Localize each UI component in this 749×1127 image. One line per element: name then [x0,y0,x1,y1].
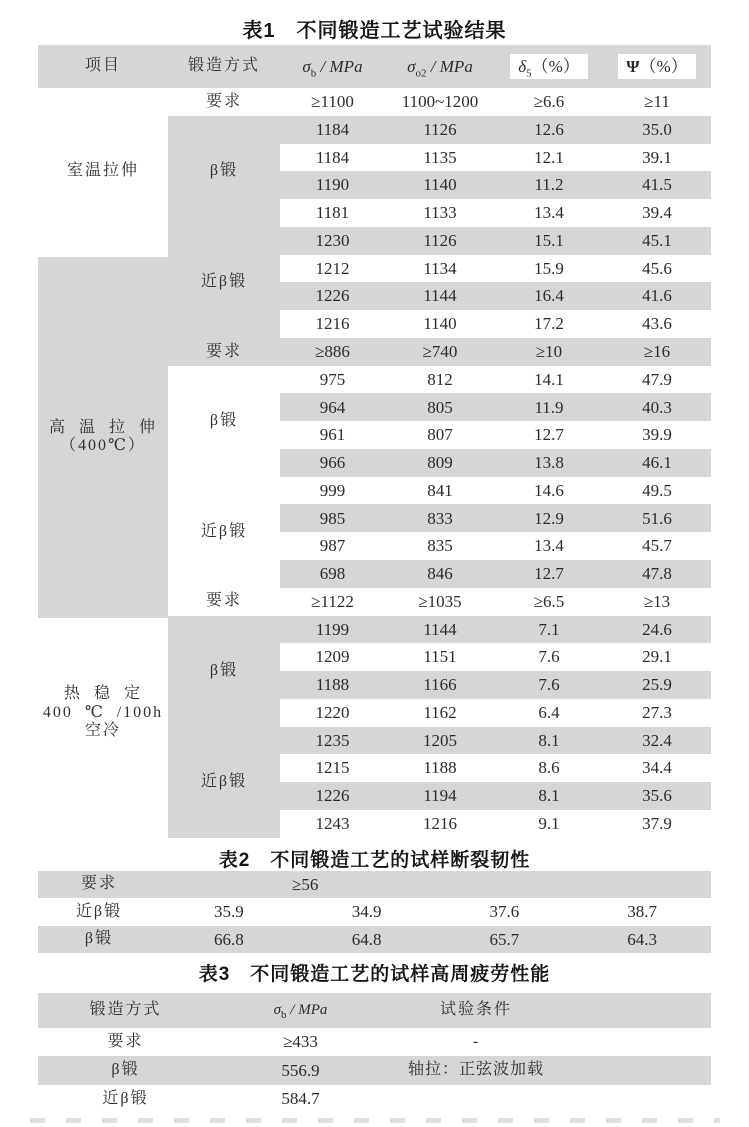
table1-value-cell: 1134 [423,258,457,278]
table1-value-cell: 43.6 [642,314,672,334]
table1-value-cell: 6.4 [538,702,560,722]
table3-header-sigma-b: $\sigma_b$ / MPa [213,993,388,1028]
table1-value-cell: 14.1 [534,369,564,389]
table1-value-cell: 1220 [315,702,350,722]
table2-value-cell: 65.7 [436,926,574,953]
table1-value-cell: 14.6 [534,480,564,500]
table1-value-cell: 1151 [423,647,457,667]
table1-value-cell: 1209 [315,647,350,667]
table2-row-label: β锻 [38,926,160,953]
table1-value-cell: 1215 [315,758,350,778]
table1-value-cell: 809 [385,449,495,477]
table1-value-cell: 1126 [385,116,495,144]
table1-value-cell: 12.6 [495,116,603,144]
table1-item-line: 高 温 拉 伸 [48,418,157,436]
table1-value-cell: 34.4 [642,758,672,778]
table1-value-cell: ≥16 [603,338,711,366]
table1-value-cell: 1144 [385,616,495,644]
table3-value-cell: ≥433 [283,1032,318,1052]
table2-value-cell: 34.9 [351,902,382,922]
table3-row-label: β锻 [38,1056,213,1084]
table1-value-cell: 35.0 [603,116,711,144]
table1-value-cell: 12.9 [495,504,603,532]
table1-value-cell: 7.1 [495,616,603,644]
table1-value-cell: 841 [427,480,453,500]
table1-value-cell: 47.8 [603,560,711,588]
table1-value-cell: 8.1 [495,727,603,755]
table1-value-cell: 35.6 [603,782,711,810]
table1-value-cell: 17.2 [534,314,564,334]
table1-value-cell: 24.6 [603,616,711,644]
table1-value-cell: 39.1 [642,147,672,167]
table1-method-cell: β锻 [209,411,239,429]
table1-value-cell: 16.4 [495,282,603,310]
table3-condition-cell: 轴拉：正弦波加载 [388,1056,564,1084]
table1-value-cell: ≥1035 [418,591,462,611]
table1-value-cell: 12.7 [534,425,564,445]
table1-value-cell: 8.6 [538,758,560,778]
table1-value-cell: 11.9 [495,393,603,421]
table1-value-cell: 985 [280,504,385,532]
table1-item-cell [38,116,168,227]
table1-value-cell: 51.6 [603,504,711,532]
table1-header-sigma-o2: $\sigma_{o2}$ / MPa [385,45,495,88]
table1-value-cell: 47.9 [642,369,672,389]
table2-req-value: ≥56 [160,871,711,898]
table1-value-cell: 1144 [385,282,495,310]
table3 [38,993,711,1113]
table1-value-cell: 11.2 [495,171,603,199]
table1-value-cell: 46.1 [603,449,711,477]
table1-value-cell: 12.7 [495,560,603,588]
table1-value-cell: ≥6.5 [533,591,565,611]
table1-value-cell: 1135 [423,147,457,167]
table1-value-cell: 999 [319,480,346,500]
table1-value-cell: 1184 [280,116,385,144]
table1-item-line: 400 ℃ /100h [42,703,164,721]
table3-header-condition: 试验条件 [388,993,564,1028]
table2-row-label: 近β锻 [75,902,123,920]
table1-value-cell: 39.9 [642,425,672,445]
table1-item-line: 室温拉伸 [66,162,139,180]
table1-item-line: （400℃） [60,437,146,455]
table2-value-cell: 66.8 [160,926,298,953]
table1-value-cell: 13.8 [495,449,603,477]
highlight-box: $\delta_5(\%)$ [510,54,588,80]
table1-value-cell: 1205 [385,727,495,755]
table1-value-cell: 45.7 [642,536,672,556]
table1-value-cell: 1188 [423,758,457,778]
table1-value-cell: 13.4 [534,536,564,556]
table1-value-cell: 1243 [315,814,350,834]
table1-value-cell: 1199 [280,616,385,644]
table1-value-cell: 1226 [280,782,385,810]
table1-value-cell: 15.1 [495,227,603,255]
table1-value-cell: 975 [319,369,346,389]
table2-value-cell: 38.7 [627,902,657,922]
table1-value-cell: 1188 [280,671,385,699]
table1-value-cell: 12.1 [534,147,564,167]
table1-value-cell: 1194 [385,782,495,810]
table1-value-cell: 1184 [315,147,350,167]
table1-value-cell: 13.4 [534,203,564,223]
table1-value-cell: 49.5 [642,480,672,500]
table3-title: 表3 不同锻造工艺的试样高周疲劳性能 [198,964,551,985]
table3-header-filler [564,993,711,1028]
table1-value-cell: 966 [280,449,385,477]
table1-value-cell: 1140 [423,314,457,334]
table1-value-cell: 805 [385,393,495,421]
table1-header-delta5 [495,45,603,88]
table1-value-cell: 961 [319,425,346,445]
table1-value-cell: ≥1100 [311,92,354,112]
table1-header-item: 项目 [38,45,168,88]
table1-value-cell: 1190 [280,171,385,199]
table3-condition-cell: - [472,1032,480,1050]
table1-method-cell: β锻 [168,116,280,227]
table1-method-cell: 近β锻 [168,727,280,838]
table1-value-cell: 37.9 [642,814,672,834]
table1-item-cell [38,588,168,838]
table1-value-cell: ≥10 [495,338,603,366]
table3-value-cell: 556.9 [213,1056,388,1084]
table1-item-cell [38,88,168,116]
table1-value-cell: 45.6 [642,258,672,278]
table3-filler-cell [564,1056,711,1084]
table1-value-cell: 40.3 [603,393,711,421]
table1-method-cell: 近β锻 [168,227,280,338]
table1-item-line: 热 稳 定 [63,685,142,703]
table1-value-cell: 7.6 [538,647,560,667]
table1-value-cell: 807 [427,425,453,445]
table1-method-cell: 要求 [168,338,280,366]
table1-value-cell: 25.9 [603,671,711,699]
table1-value-cell: ≥11 [644,92,670,112]
table1-title: 表1 不同锻造工艺试验结果 [242,20,507,42]
table2-req-label: 要求 [38,871,160,898]
table2-value-cell: 64.3 [573,926,711,953]
table1-value-cell: 7.6 [495,671,603,699]
table1-value-cell: 987 [319,536,346,556]
table1-value-cell: 1226 [280,282,385,310]
table1-value-cell: 8.1 [495,782,603,810]
table1-method-cell: 要求 [205,92,242,110]
table1-value-cell: 1126 [385,227,495,255]
table3-row-label: 近β锻 [102,1089,149,1107]
table1-value-cell: 9.1 [538,814,560,834]
table1-value-cell: ≥6.6 [533,92,565,112]
table1-value-cell: 15.9 [534,258,564,278]
table1-header-method: 锻造方式 [168,45,280,88]
table2 [38,871,711,953]
table1-value-cell: 1140 [385,171,495,199]
table1-value-cell: 1216 [423,814,457,834]
table1-value-cell: 41.6 [603,282,711,310]
highlight-box: Ψ（%） [618,54,695,80]
table1-item-line: 空冷 [84,721,121,739]
table1-item-cell [38,257,168,618]
table1-value-cell: ≥886 [280,338,385,366]
table1-value-cell: 1166 [385,671,495,699]
table3-row-label: 要求 [107,1032,144,1050]
table1-value-cell: 1230 [280,227,385,255]
cutoff-text-artifact [30,1118,720,1123]
table1-value-cell: ≥1122 [311,591,354,611]
table1-value-cell: 45.1 [603,227,711,255]
table3-header-method: 锻造方式 [38,993,213,1028]
table1-value-cell: 835 [427,536,453,556]
table1 [38,45,711,838]
table1-value-cell: 698 [280,560,385,588]
table1-value-cell: ≥13 [643,591,671,611]
table1-value-cell: 27.3 [642,702,672,722]
table1-value-cell: 32.4 [603,727,711,755]
table2-value-cell: 64.8 [298,926,436,953]
table1-header-psi [603,45,711,88]
table1-value-cell: 1100~1200 [401,92,479,112]
table1-value-cell: 39.4 [642,203,672,223]
table1-value-cell: 1235 [280,727,385,755]
table3-value-cell: 584.7 [281,1089,320,1109]
table1-value-cell: 833 [385,504,495,532]
table1-method-cell: 要求 [205,592,242,610]
table2-title: 表2 不同锻造工艺的试样断裂韧性 [218,850,531,871]
table3-filler-cell [564,1028,711,1056]
table1-value-cell: 1162 [423,702,457,722]
table1-value-cell: 1133 [423,203,457,223]
table1-value-cell: 1216 [315,314,350,334]
table1-header-sigma-b: $\sigma_b$ / MPa [280,45,385,88]
table3-condition-cell [388,1085,564,1113]
table3-filler-cell [564,1085,711,1113]
table2-value-cell: 35.9 [214,902,244,922]
table1-method-cell: 近β锻 [200,523,248,541]
table1-value-cell: 41.5 [603,171,711,199]
table1-value-cell: 846 [385,560,495,588]
table1-value-cell: 1212 [315,258,350,278]
table2-value-cell: 37.6 [489,902,520,922]
table1-value-cell: 964 [280,393,385,421]
table1-value-cell: 1181 [315,203,350,223]
table1-value-cell: 29.1 [642,647,672,667]
table1-method-cell: β锻 [168,616,280,727]
table1-value-cell: ≥740 [385,338,495,366]
table1-value-cell: 812 [427,369,453,389]
